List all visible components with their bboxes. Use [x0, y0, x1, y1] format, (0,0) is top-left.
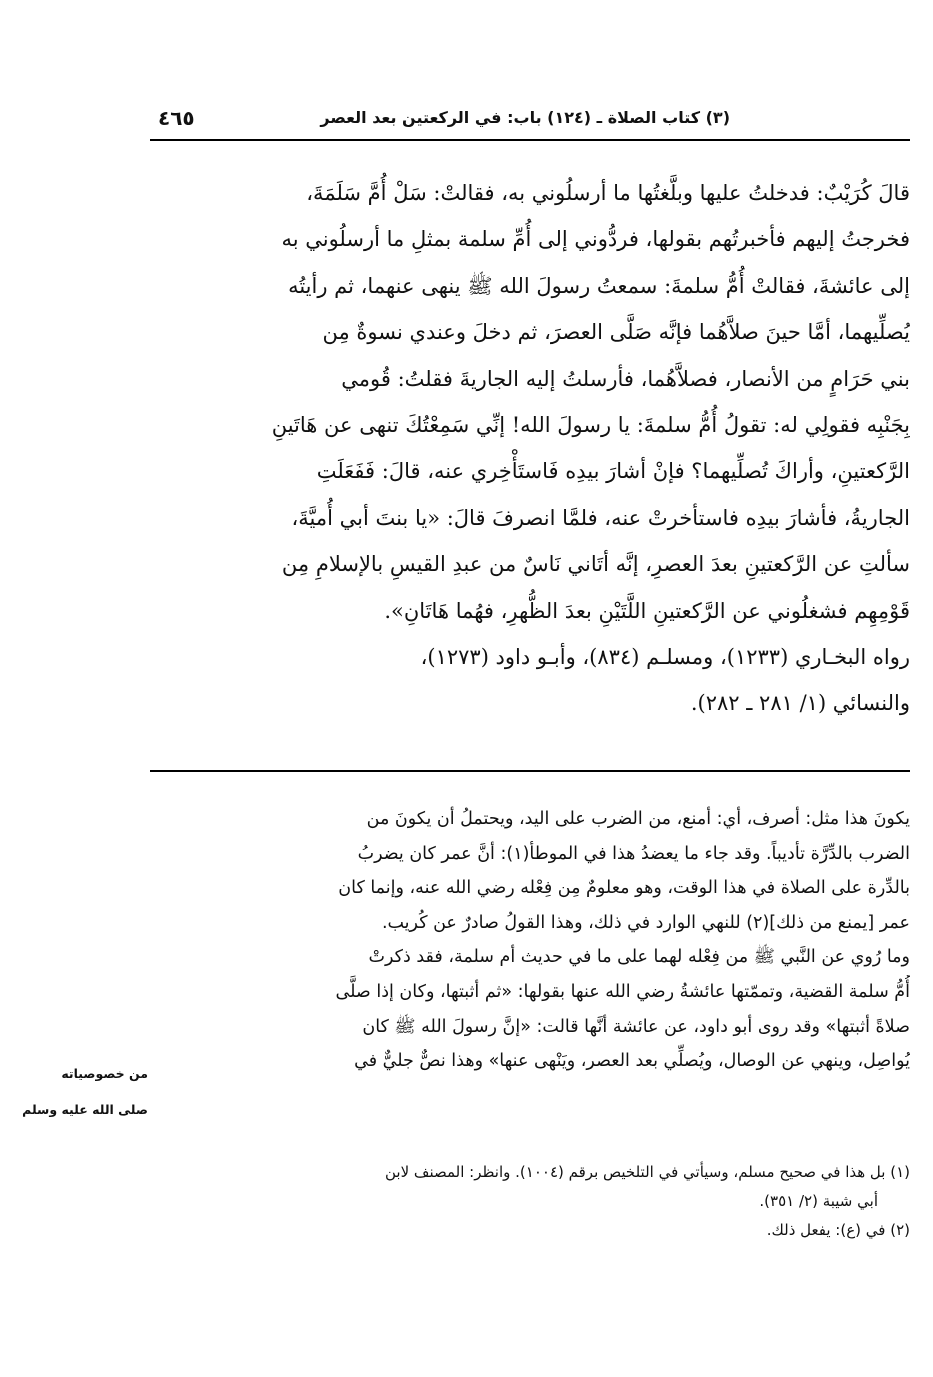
text-line: سألتِ عن الرَّكعتينِ بعدَ العصرِ، إنَّه أتَاني نَاسٌ من عبدِ القيسِ بالإسلامِ مِن: [281, 552, 910, 577]
commentary-line: الضرب بالدِّرَّة تأديباً. وقد جاء ما يعضدُ هذا في الموطأ(١): أنَّ عمر كان يضربُ: [357, 843, 910, 864]
footnotes: [150, 1158, 910, 1245]
hadith-references: [150, 634, 910, 727]
text-line: الجاريةُ، فأشارَ بيدِه فاستأخرتْ عنه، فلمَّا انصرفَ قالَ: «يا بنتَ أبي أُميَّةَ،: [291, 505, 910, 530]
text-line: قالَ كُرَيْبٌ: فدخلتُ عليها وبلَّغتُها ما أرسلُوني به، فقالتْ: سَلْ أُمَّ سَلَمَةَ،: [306, 181, 910, 205]
text-line: الرَّكعتينِ، وأراكَ تُصلِّيهما؟ فإنْ أشارَ بيدِه فَاستَأْخِري عنه، قالَ: فَفَعَلَتِ: [316, 459, 910, 484]
footnote-line: (١) بل هذا في صحيح مسلم، وسيأتي في التلخيص برقم (١٠٠٤). وانظر: المصنف لابن: [385, 1163, 910, 1181]
text-line: بني حَرَامٍ من الأنصار، فصلاَّهُما، فأرسلتُ إليه الجاريةَ فقلتُ: قُومي: [341, 366, 910, 391]
header-rule: [150, 139, 910, 141]
margin-note: من خصوصياته: [61, 1066, 148, 1081]
text-line: بِجَنْبِه فقولِي له: تقولُ أُمُّ سلمةَ: يا رسولَ الله! إنِّي سَمِعْتُكَ تنهى عن هَاتَينِ: [271, 413, 910, 438]
commentary-line: بالدِّرة على الصلاة في هذا الوقت، وهو معلومٌ مِن فِعْله رضي الله عنه، وإنما كان: [338, 878, 910, 899]
commentary-line: عمر [يمنع من ذلك](٢) للنهي الوارد في ذلك، وهذا القولُ صادرٌ عن كُريب.: [381, 912, 910, 933]
text-line: إلى عائشةَ، فقالتْ أُمُّ سلمةَ: سمعتُ رسولَ الله ﷺ ينهى عنهما، ثم رأيتُه: [288, 273, 910, 298]
running-header: [150, 100, 910, 140]
commentary-line: أُمُّ سلمة القضية، وتممّتها عائشةُ رضي الله عنها بقولها: «ثم أثبتها، وكان إذا صلَّى: [335, 981, 910, 1002]
header-title: (٣) كتاب الصلاة ـ (١٢٤) باب: في الركعتين بعد العصر: [320, 108, 730, 127]
commentary-line: وما رُوي عن النَّبي ﷺ من فِعْله لهما على ما في حديث أم سلمة، فقد ذكرتْ: [368, 947, 910, 968]
commentary-separator: [150, 770, 910, 772]
hadith-text: [150, 170, 910, 727]
commentary-line: صلاةً أثبتها» وقد روى أبو داود، عن عائشة أنَّها قالت: «إنَّ رسولَ الله ﷺ كان: [362, 1016, 910, 1037]
margin-note: صلى الله عليه وسلم: [22, 1102, 148, 1117]
commentary-line: يكونَ هذا مثل: أصرف، أي: أمنع، من الضرب على اليد، ويحتملُ أن يكونَ من: [366, 809, 910, 829]
text-line: قَوْمِهِم فشغلُوني عن الرَّكعتينِ اللَّتَيْنِ بعدَ الظُّهرِ، فهُما هَاتَانِ».: [384, 598, 910, 623]
reference-line: رواه البخـاري (١٢٣٣)، ومسلـم (٨٣٤)، وأبـو داود (١٢٧٣)،: [420, 645, 910, 670]
text-line: يُصلِّيهما، أمَّا حينَ صلاَّهُما فإنَّه صَلَّى العصرَ، ثم دخلَ وعندي نسوةٌ مِن: [322, 320, 910, 345]
page-number: ٤٦٥: [158, 106, 195, 130]
commentary-text: [150, 802, 910, 1079]
commentary-line: يُواصِل، وينهي عن الوصال، ويُصلِّي بعد العصر، ويَنْهى عنها» وهذا نصٌّ جليٌّ في: [354, 1051, 910, 1072]
footnote-line: (٢) في (ع): يفعل ذلك.: [766, 1221, 910, 1239]
reference-line: والنسائي (١/ ٢٨١ ـ ٢٨٢).: [690, 691, 910, 716]
text-line: فخرجتُ إليهم فأخبرتُهم بقولها، فردُّوني إلى أُمِّ سلمة بمثلِ ما أرسلُوني به: [281, 227, 910, 252]
footnote-line: أبي شيبة (٢/ ٣٥١).: [759, 1192, 878, 1210]
